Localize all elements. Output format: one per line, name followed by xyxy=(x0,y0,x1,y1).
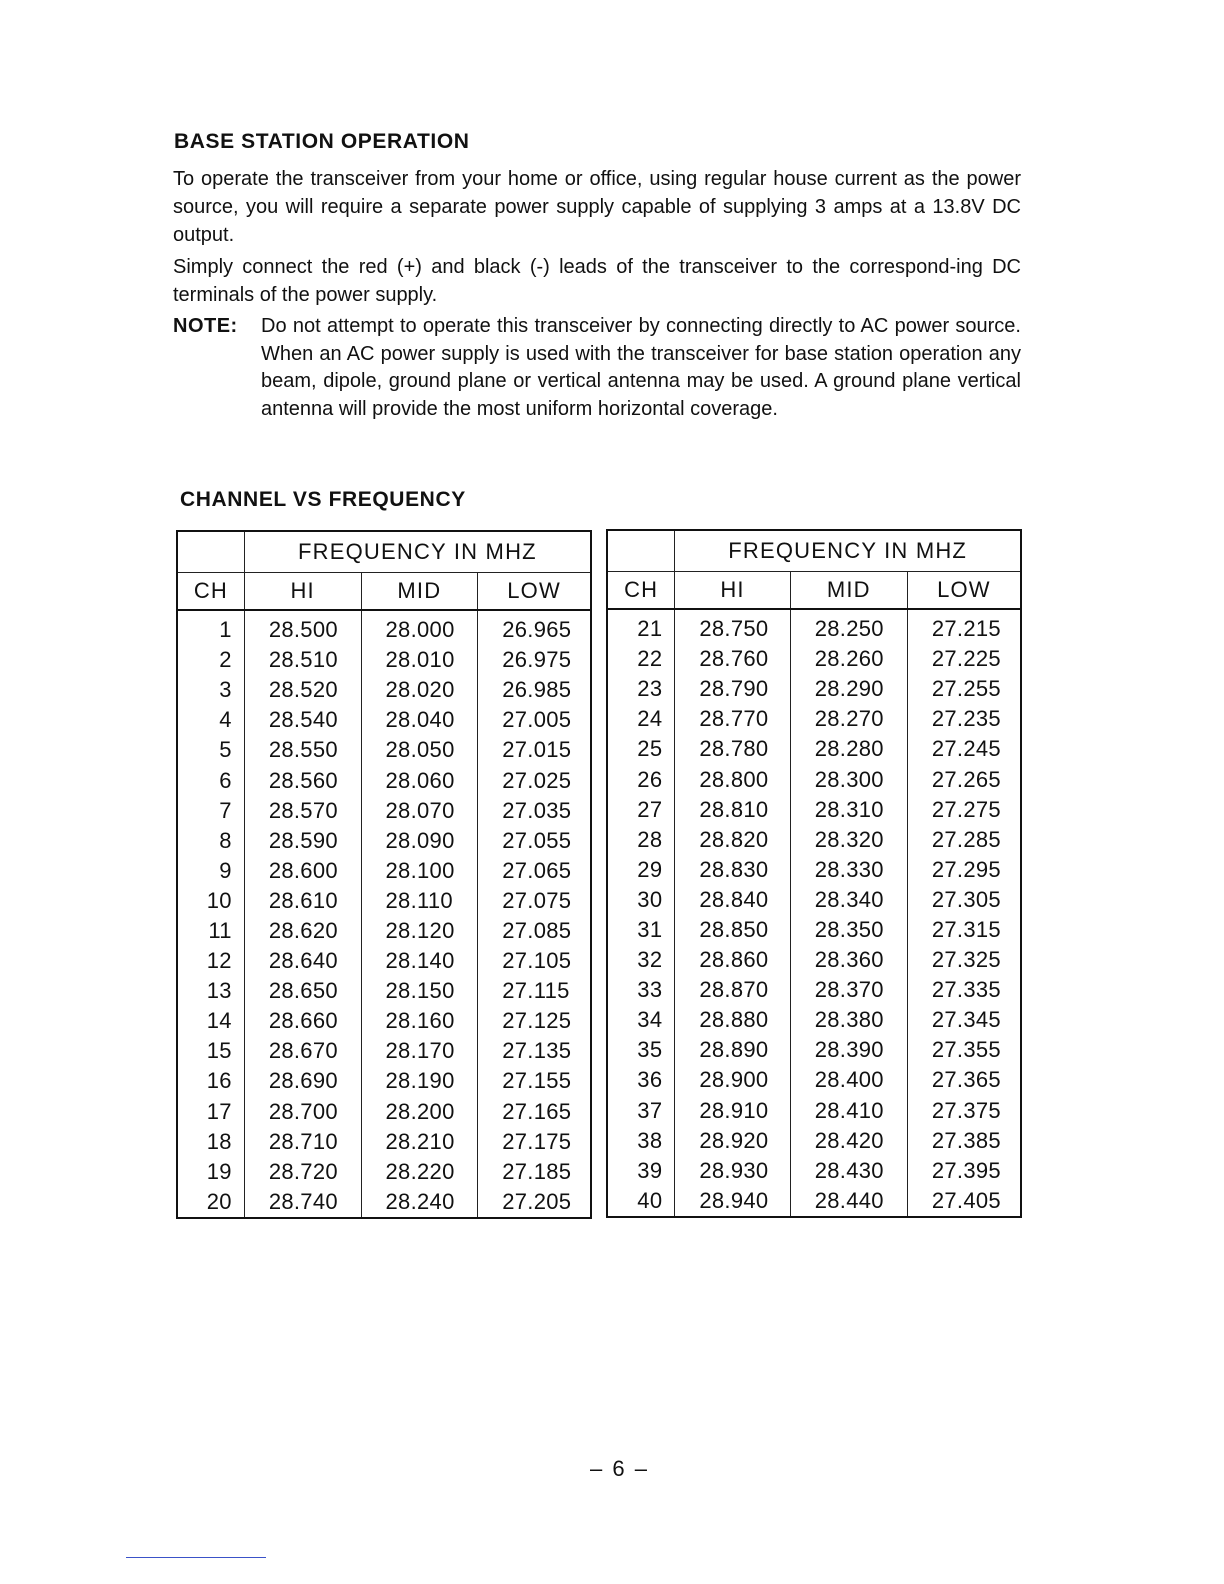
cell-mid: 28.140 xyxy=(361,946,478,976)
frequency-table-ch1-20 xyxy=(176,530,592,1219)
cell-ch: 16 xyxy=(177,1066,244,1096)
cell-mid: 28.200 xyxy=(361,1097,478,1127)
cell-ch: 19 xyxy=(177,1157,244,1187)
cell-low: 27.105 xyxy=(478,946,591,976)
cell-mid: 28.360 xyxy=(790,945,907,975)
cell-ch: 18 xyxy=(177,1127,244,1157)
table-row xyxy=(607,734,1021,764)
table-row xyxy=(177,765,591,795)
cell-hi: 28.840 xyxy=(699,886,769,912)
cell-ch: 5 xyxy=(177,735,244,765)
table-row xyxy=(177,645,591,675)
column-header-ch: CH xyxy=(177,573,244,611)
table-body-right xyxy=(607,609,1021,1217)
cell-low: 27.135 xyxy=(478,1036,591,1066)
cell-hi: 28.810 xyxy=(699,796,769,822)
cell-low: 26.965 xyxy=(478,610,591,645)
cell-mid: 28.150 xyxy=(361,976,478,1006)
cell-ch: 20 xyxy=(177,1187,244,1218)
cell-ch: 1 xyxy=(177,610,244,645)
table-row xyxy=(607,855,1021,885)
cell-mid: 28.340 xyxy=(790,885,907,915)
paragraph-connect-leads: Simply connect the red (+) and black (-) leads of the transceiver to the correspond-ing DC terminals of the power supply. xyxy=(173,256,1021,306)
cell-low: 27.295 xyxy=(907,855,1021,885)
cell-mid: 28.000 xyxy=(361,610,478,645)
cell-mid: 28.250 xyxy=(790,609,907,644)
cell-hi: 28.750 xyxy=(699,616,769,642)
cell-hi: 28.820 xyxy=(699,826,769,852)
table-row xyxy=(177,1157,591,1187)
cell-mid: 28.410 xyxy=(790,1096,907,1126)
cell-hi: 28.940 xyxy=(699,1187,769,1213)
cell-low: 27.325 xyxy=(907,945,1021,975)
cell-low: 27.255 xyxy=(907,674,1021,704)
cell-mid: 28.380 xyxy=(790,1005,907,1035)
cell-mid: 28.040 xyxy=(361,705,478,735)
cell-low: 27.115 xyxy=(478,976,591,1006)
cell-hi: 28.760 xyxy=(699,646,769,672)
cell-low: 27.315 xyxy=(907,915,1021,945)
table-row xyxy=(607,1096,1021,1126)
cell-ch: 4 xyxy=(177,705,244,735)
table-row xyxy=(177,916,591,946)
table-row xyxy=(177,826,591,856)
table-row xyxy=(607,945,1021,975)
cell-ch: 31 xyxy=(607,915,675,945)
cell-mid: 28.060 xyxy=(361,765,478,795)
cell-mid: 28.400 xyxy=(790,1065,907,1095)
cell-mid: 28.390 xyxy=(790,1035,907,1065)
cell-mid: 28.280 xyxy=(790,734,907,764)
cell-ch: 11 xyxy=(177,916,244,946)
table-row xyxy=(607,825,1021,855)
table-row xyxy=(177,1127,591,1157)
cell-hi: 28.710 xyxy=(268,1128,338,1154)
cell-low: 27.375 xyxy=(907,1096,1021,1126)
column-header-low: LOW xyxy=(478,573,591,611)
table-row xyxy=(607,885,1021,915)
cell-mid: 28.120 xyxy=(361,916,478,946)
table-body-left xyxy=(177,610,591,1218)
cell-low: 27.005 xyxy=(478,705,591,735)
page-number: – 6 – xyxy=(590,1456,649,1481)
cell-low: 27.225 xyxy=(907,644,1021,674)
column-header-ch: CH xyxy=(607,572,675,610)
cell-low: 27.155 xyxy=(478,1066,591,1096)
cell-low: 27.185 xyxy=(478,1157,591,1187)
cell-mid: 28.260 xyxy=(790,644,907,674)
cell-low: 27.245 xyxy=(907,734,1021,764)
cell-low: 27.165 xyxy=(478,1097,591,1127)
cell-hi: 28.850 xyxy=(699,916,769,942)
cell-mid: 28.310 xyxy=(790,795,907,825)
table-row xyxy=(177,1066,591,1096)
cell-hi: 28.910 xyxy=(699,1097,769,1123)
section-title-base-station: BASE STATION OPERATION xyxy=(174,130,470,153)
cell-mid: 28.440 xyxy=(790,1186,907,1217)
cell-ch: 24 xyxy=(607,704,675,734)
cell-ch: 14 xyxy=(177,1006,244,1036)
cell-mid: 28.070 xyxy=(361,796,478,826)
cell-hi: 28.500 xyxy=(268,617,338,643)
cell-mid: 28.420 xyxy=(790,1126,907,1156)
cell-mid: 28.290 xyxy=(790,674,907,704)
cell-low: 27.345 xyxy=(907,1005,1021,1035)
cell-low: 27.395 xyxy=(907,1156,1021,1186)
cell-low: 27.355 xyxy=(907,1035,1021,1065)
cell-low: 27.015 xyxy=(478,735,591,765)
cell-low: 27.385 xyxy=(907,1126,1021,1156)
cell-hi: 28.930 xyxy=(699,1157,769,1183)
table-row xyxy=(607,915,1021,945)
cell-hi: 28.560 xyxy=(268,767,338,793)
column-header-mid: MID xyxy=(361,573,478,611)
cell-low: 27.405 xyxy=(907,1186,1021,1217)
cell-ch: 35 xyxy=(607,1035,675,1065)
cell-mid: 28.170 xyxy=(361,1036,478,1066)
cell-ch: 28 xyxy=(607,825,675,855)
group-header: FREQUENCY IN MHZ xyxy=(298,539,537,564)
cell-ch: 32 xyxy=(607,945,675,975)
cell-hi: 28.780 xyxy=(699,736,769,762)
cell-hi: 28.800 xyxy=(699,766,769,792)
cell-low: 27.305 xyxy=(907,885,1021,915)
cell-hi: 28.670 xyxy=(268,1038,338,1064)
cell-mid: 28.330 xyxy=(790,855,907,885)
cell-ch: 39 xyxy=(607,1156,675,1186)
cell-low: 27.365 xyxy=(907,1065,1021,1095)
cell-ch: 27 xyxy=(607,795,675,825)
cell-hi: 28.790 xyxy=(699,676,769,702)
cell-ch: 25 xyxy=(607,734,675,764)
cell-hi: 28.600 xyxy=(268,857,338,883)
cell-low: 27.035 xyxy=(478,796,591,826)
cell-hi: 28.920 xyxy=(699,1127,769,1153)
cell-hi: 28.520 xyxy=(268,677,338,703)
cell-hi: 28.700 xyxy=(268,1098,338,1124)
paragraph-power-source: To operate the transceiver from your home or office, using regular house current as the power source, you will require a separate power supply capable of supplying 3 amps at a 13.8V DC output. xyxy=(173,168,1021,246)
table-row xyxy=(607,1035,1021,1065)
cell-ch: 7 xyxy=(177,796,244,826)
table-row xyxy=(177,705,591,735)
table-row xyxy=(607,609,1021,644)
table-row xyxy=(177,735,591,765)
table-row xyxy=(607,764,1021,794)
table-row xyxy=(177,1187,591,1218)
cell-low: 27.075 xyxy=(478,886,591,916)
cell-hi: 28.650 xyxy=(268,978,338,1004)
table-row xyxy=(607,1005,1021,1035)
cell-low: 27.215 xyxy=(907,609,1021,644)
cell-ch: 29 xyxy=(607,855,675,885)
cell-mid: 28.190 xyxy=(361,1066,478,1096)
cell-hi: 28.660 xyxy=(268,1008,338,1034)
column-header-hi: HI xyxy=(675,572,790,610)
table-row xyxy=(177,946,591,976)
table-row xyxy=(607,1156,1021,1186)
table-row xyxy=(177,1006,591,1036)
cell-hi: 28.570 xyxy=(268,797,338,823)
cell-low: 27.285 xyxy=(907,825,1021,855)
cell-low: 26.975 xyxy=(478,645,591,675)
cell-ch: 12 xyxy=(177,946,244,976)
cell-ch: 6 xyxy=(177,765,244,795)
cell-low: 27.055 xyxy=(478,826,591,856)
cell-hi: 28.540 xyxy=(268,707,338,733)
cell-hi: 28.740 xyxy=(268,1188,338,1214)
cell-mid: 28.300 xyxy=(790,764,907,794)
note-label: NOTE: xyxy=(173,315,238,337)
table-row xyxy=(607,975,1021,1005)
cell-hi: 28.550 xyxy=(268,737,338,763)
cell-hi: 28.510 xyxy=(268,647,338,673)
table-row xyxy=(607,1126,1021,1156)
cell-mid: 28.160 xyxy=(361,1006,478,1036)
cell-mid: 28.210 xyxy=(361,1127,478,1157)
cell-ch: 15 xyxy=(177,1036,244,1066)
cell-mid: 28.050 xyxy=(361,735,478,765)
cell-hi: 28.590 xyxy=(268,827,338,853)
cell-mid: 28.350 xyxy=(790,915,907,945)
column-header-hi: HI xyxy=(244,573,361,611)
cell-mid: 28.430 xyxy=(790,1156,907,1186)
cell-hi: 28.610 xyxy=(268,887,338,913)
cell-mid: 28.020 xyxy=(361,675,478,705)
table-row xyxy=(177,976,591,1006)
cell-low: 27.025 xyxy=(478,765,591,795)
cell-low: 26.985 xyxy=(478,675,591,705)
cell-low: 27.275 xyxy=(907,795,1021,825)
cell-mid: 28.090 xyxy=(361,826,478,856)
ch-header-spacer xyxy=(607,530,675,572)
cell-ch: 40 xyxy=(607,1186,675,1217)
cell-ch: 8 xyxy=(177,826,244,856)
table-row xyxy=(177,1097,591,1127)
column-header-mid: MID xyxy=(790,572,907,610)
cell-mid: 28.220 xyxy=(361,1157,478,1187)
cell-mid: 28.100 xyxy=(361,856,478,886)
cell-low: 27.175 xyxy=(478,1127,591,1157)
cell-ch: 13 xyxy=(177,976,244,1006)
table-row xyxy=(177,1036,591,1066)
cell-hi: 28.770 xyxy=(699,706,769,732)
scan-artifact-line xyxy=(126,1557,266,1558)
cell-ch: 33 xyxy=(607,975,675,1005)
cell-ch: 23 xyxy=(607,674,675,704)
cell-low: 27.335 xyxy=(907,975,1021,1005)
cell-ch: 38 xyxy=(607,1126,675,1156)
table-row xyxy=(177,675,591,705)
cell-mid: 28.320 xyxy=(790,825,907,855)
table-row xyxy=(607,704,1021,734)
cell-hi: 28.690 xyxy=(268,1068,338,1094)
cell-hi: 28.890 xyxy=(699,1037,769,1063)
table-row xyxy=(607,1065,1021,1095)
cell-low: 27.265 xyxy=(907,764,1021,794)
group-header: FREQUENCY IN MHZ xyxy=(728,538,968,563)
ch-header-spacer xyxy=(177,531,244,573)
cell-ch: 10 xyxy=(177,886,244,916)
cell-mid: 28.110 xyxy=(361,886,478,916)
column-header-low: LOW xyxy=(907,572,1021,610)
table-row xyxy=(177,856,591,886)
cell-ch: 9 xyxy=(177,856,244,886)
table-row xyxy=(607,674,1021,704)
table-row xyxy=(607,795,1021,825)
cell-ch: 3 xyxy=(177,675,244,705)
cell-low: 27.125 xyxy=(478,1006,591,1036)
cell-low: 27.085 xyxy=(478,916,591,946)
cell-hi: 28.620 xyxy=(268,917,338,943)
cell-ch: 2 xyxy=(177,645,244,675)
cell-hi: 28.830 xyxy=(699,856,769,882)
cell-low: 27.065 xyxy=(478,856,591,886)
cell-hi: 28.860 xyxy=(699,947,769,973)
note-text: Do not attempt to operate this transceiver by connecting directly to AC power source. When an AC power supply is used with the transceiver for base station operation any beam, dipole, ground plane or vertical antenna may be used. A ground plane vertical antenna will provide the most uniform horizontal coverage. xyxy=(261,315,1021,420)
cell-hi: 28.870 xyxy=(699,977,769,1003)
frequency-table-ch21-40 xyxy=(606,529,1022,1218)
cell-mid: 28.270 xyxy=(790,704,907,734)
table-row xyxy=(607,644,1021,674)
table-row xyxy=(177,610,591,645)
cell-ch: 21 xyxy=(607,609,675,644)
section-title-channel-frequency: CHANNEL VS FREQUENCY xyxy=(180,488,466,511)
cell-ch: 37 xyxy=(607,1096,675,1126)
cell-hi: 28.640 xyxy=(268,948,338,974)
cell-mid: 28.010 xyxy=(361,645,478,675)
cell-mid: 28.240 xyxy=(361,1187,478,1218)
cell-hi: 28.900 xyxy=(699,1067,769,1093)
table-row xyxy=(177,796,591,826)
table-row xyxy=(607,1186,1021,1217)
cell-low: 27.235 xyxy=(907,704,1021,734)
cell-low: 27.205 xyxy=(478,1187,591,1218)
cell-hi: 28.880 xyxy=(699,1007,769,1033)
cell-mid: 28.370 xyxy=(790,975,907,1005)
cell-ch: 36 xyxy=(607,1065,675,1095)
cell-hi: 28.720 xyxy=(268,1158,338,1184)
cell-ch: 30 xyxy=(607,885,675,915)
cell-ch: 22 xyxy=(607,644,675,674)
cell-ch: 26 xyxy=(607,764,675,794)
table-row xyxy=(177,886,591,916)
cell-ch: 34 xyxy=(607,1005,675,1035)
cell-ch: 17 xyxy=(177,1097,244,1127)
